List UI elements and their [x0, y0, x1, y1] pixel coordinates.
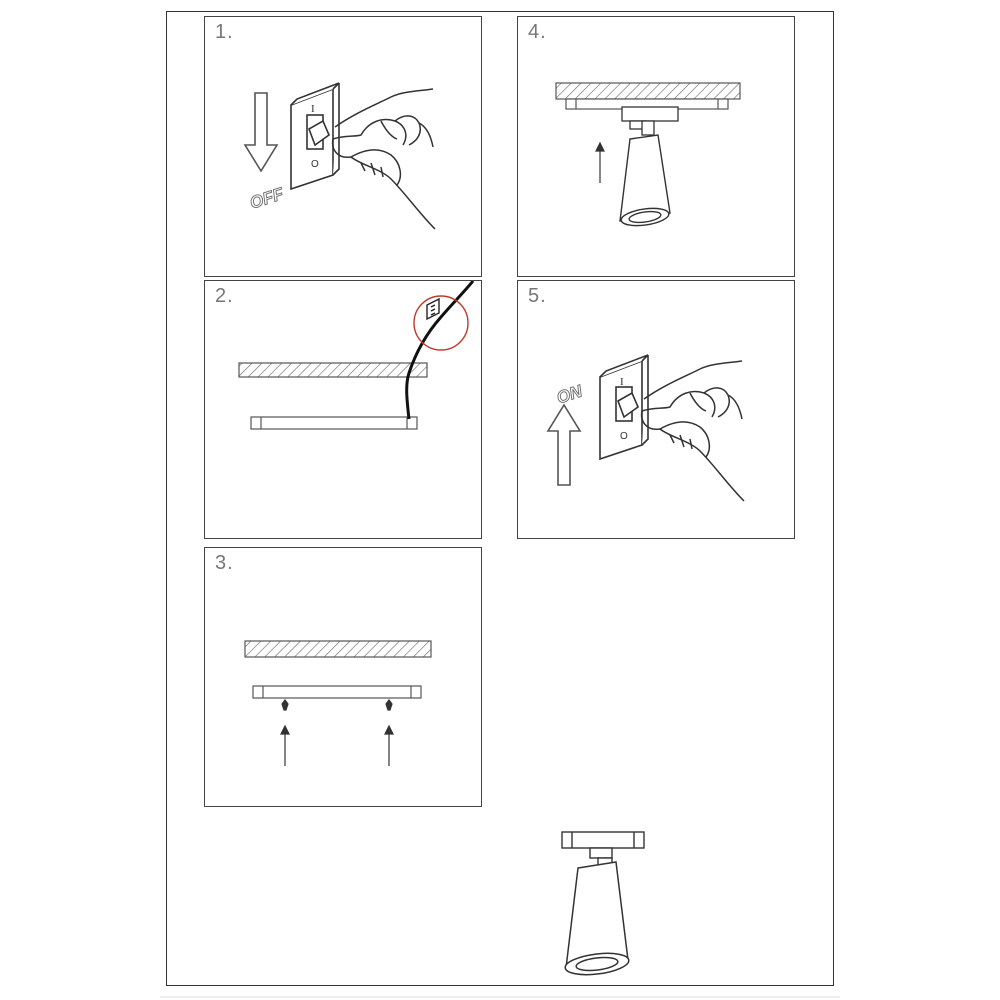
hand-icon: [333, 89, 435, 229]
track-rail: [253, 686, 421, 698]
wiring-illustration: [205, 281, 481, 538]
track-adapter: [622, 107, 678, 135]
switch-on-illustration: [518, 281, 794, 538]
on-label: ON: [554, 381, 585, 408]
step-3-number: 3.: [215, 552, 234, 574]
step-2-number: 2.: [215, 285, 234, 307]
step-5-number: 5.: [528, 285, 547, 307]
step-4-number: 4.: [528, 21, 547, 43]
rail-mounting-illustration: [205, 548, 481, 806]
connector-icon: [427, 299, 439, 319]
switch-off-symbol: O: [620, 431, 628, 442]
step-1-number: 1.: [215, 21, 234, 43]
bottom-rule: [160, 996, 840, 998]
final-spotlight: [548, 820, 658, 990]
step-4-panel: [517, 16, 795, 277]
step-5-panel: [517, 280, 795, 539]
off-label: OFF: [247, 184, 286, 213]
switch-off-illustration: [205, 17, 481, 276]
spotlight-install-illustration: [518, 17, 794, 276]
switch-on-symbol: I: [311, 103, 315, 115]
ceiling-hatched: [239, 363, 427, 377]
switch-off-symbol: O: [311, 159, 319, 170]
track-rail: [251, 417, 417, 429]
step-1-panel: [204, 16, 482, 277]
screw-arrow-left-icon: [281, 700, 289, 766]
screw-arrow-right-icon: [385, 700, 393, 766]
spotlight-body: [564, 862, 630, 978]
down-arrow-icon: [245, 93, 277, 171]
connector-detail-circle: [414, 296, 468, 350]
ceiling-hatched: [556, 83, 740, 99]
final-spotlight-illustration: [548, 820, 658, 990]
up-arrow-icon: [548, 405, 580, 485]
switch-on-symbol: I: [620, 376, 624, 388]
ceiling-hatched: [245, 641, 431, 657]
wall-switch-plate: [291, 83, 339, 189]
spotlight-body: [620, 135, 670, 228]
up-arrow-icon: [596, 143, 604, 183]
step-3-panel: [204, 547, 482, 807]
step-2-panel: [204, 280, 482, 539]
wall-switch-plate: [600, 355, 648, 459]
hand-icon: [642, 361, 744, 501]
